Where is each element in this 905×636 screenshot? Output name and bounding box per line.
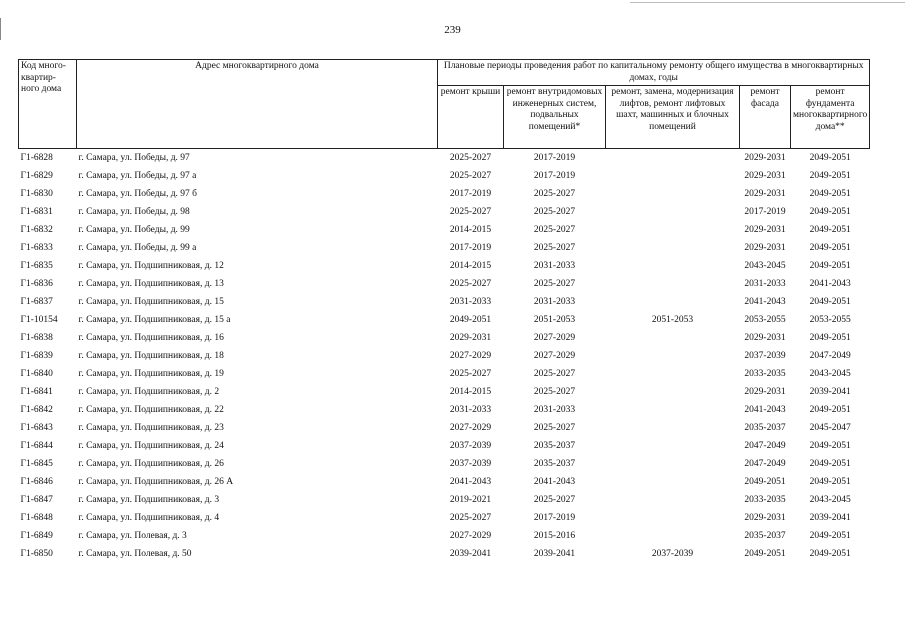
cell-foundation: 2049-2051 [809, 225, 851, 235]
cell-foundation: 2049-2051 [809, 477, 851, 487]
table-row [19, 401, 870, 419]
table-row [19, 239, 870, 257]
table-row [19, 329, 870, 347]
header-facade: ремонт фасада [740, 86, 791, 149]
header-code: Код много- квартир- ного дома [19, 60, 77, 149]
table-row [19, 311, 870, 329]
cell-systems: 2035-2037 [533, 459, 576, 469]
cell-foundation: 2049-2051 [809, 171, 851, 181]
table-row [19, 203, 870, 221]
cell-facade: 2041-2043 [744, 405, 786, 415]
cell-facade: 2029-2031 [744, 387, 786, 397]
cell-systems: 2031-2033 [533, 297, 576, 307]
cell-foundation: 2049-2051 [809, 405, 851, 415]
cell-lifts [606, 257, 740, 275]
cell-code: Г1-6846 [20, 477, 53, 487]
cell-lifts [606, 347, 740, 365]
header-roof: ремонт крыши [438, 86, 504, 149]
cell-roof: 2025-2027 [449, 171, 492, 181]
table-row [19, 473, 870, 491]
cell-address: г. Самара, ул. Победы, д. 97 б [78, 189, 197, 199]
cell-foundation: 2049-2051 [809, 333, 851, 343]
page-number: 239 [444, 24, 461, 36]
cell-address: г. Самара, ул. Полевая, д. 3 [78, 531, 187, 541]
cell-lifts [606, 365, 740, 383]
cell-lifts [606, 329, 740, 347]
table-row [19, 365, 870, 383]
cell-systems: 2031-2033 [533, 261, 576, 271]
cell-address: г. Самара, ул. Подшипниковая, д. 26 [78, 459, 224, 469]
cell-lifts: 2037-2039 [651, 549, 694, 559]
cell-foundation: 2049-2051 [809, 153, 851, 163]
cell-facade: 2047-2049 [744, 441, 786, 451]
cell-lifts [606, 419, 740, 437]
table-row [19, 545, 870, 563]
cell-systems: 2025-2027 [533, 189, 576, 199]
cell-facade: 2029-2031 [744, 333, 786, 343]
cell-roof: 2025-2027 [449, 513, 492, 523]
cell-facade: 2037-2039 [744, 351, 786, 361]
cell-facade: 2033-2035 [744, 495, 786, 505]
cell-systems: 2027-2029 [533, 351, 576, 361]
table-row [19, 293, 870, 311]
table-row [19, 383, 870, 401]
cell-roof: 2014-2015 [449, 387, 492, 397]
table-row [19, 347, 870, 365]
cell-address: г. Самара, ул. Подшипниковая, д. 2 [78, 387, 220, 397]
cell-code: Г1-6836 [20, 279, 53, 289]
cell-lifts [606, 401, 740, 419]
table-row [19, 275, 870, 293]
cell-roof: 2017-2019 [449, 189, 492, 199]
table-row [19, 257, 870, 275]
cell-address: г. Самара, ул. Подшипниковая, д. 18 [78, 351, 224, 361]
cell-address: г. Самара, ул. Победы, д. 97 а [78, 171, 197, 181]
cell-foundation: 2049-2051 [809, 189, 851, 199]
cell-foundation: 2049-2051 [809, 207, 851, 217]
cell-systems: 2051-2053 [533, 315, 576, 325]
cell-code: Г1-6832 [20, 225, 53, 235]
cell-facade: 2041-2043 [744, 297, 786, 307]
cell-code: Г1-6835 [20, 261, 53, 271]
cell-lifts [606, 275, 740, 293]
table-body [19, 149, 870, 564]
cell-address: г. Самара, ул. Подшипниковая, д. 24 [78, 441, 224, 451]
cell-code: Г1-6837 [20, 297, 53, 307]
cell-address: г. Самара, ул. Подшипниковая, д. 16 [78, 333, 224, 343]
cell-foundation: 2053-2055 [809, 315, 851, 325]
cell-facade: 2035-2037 [744, 423, 786, 433]
cell-facade: 2029-2031 [744, 243, 786, 253]
cell-code: Г1-6843 [20, 423, 53, 433]
cell-systems: 2025-2027 [533, 423, 576, 433]
cell-address: г. Самара, ул. Подшипниковая, д. 3 [78, 495, 220, 505]
cell-systems: 2025-2027 [533, 225, 576, 235]
cell-facade: 2029-2031 [744, 153, 786, 163]
cell-roof: 2027-2029 [449, 351, 492, 361]
cell-address: г. Самара, ул. Подшипниковая, д. 15 а [78, 315, 231, 325]
cell-facade: 2043-2045 [744, 261, 786, 271]
cell-roof: 2027-2029 [449, 531, 492, 541]
cell-code: Г1-6844 [20, 441, 53, 451]
cell-foundation: 2049-2051 [809, 243, 851, 253]
cell-lifts: 2051-2053 [651, 315, 694, 325]
header-address: Адрес многоквартирного дома [77, 60, 438, 149]
cell-systems: 2025-2027 [533, 207, 576, 217]
cell-lifts [606, 437, 740, 455]
header-foundation: ремонт фундамента многоквартирного дома** [791, 86, 870, 149]
cell-code: Г1-6841 [20, 387, 53, 397]
table-row [19, 149, 870, 168]
cell-address: г. Самара, ул. Подшипниковая, д. 23 [78, 423, 224, 433]
cell-address: г. Самара, ул. Победы, д. 99 а [78, 243, 197, 253]
cell-roof: 2019-2021 [449, 495, 492, 505]
cell-systems: 2025-2027 [533, 369, 576, 379]
cell-systems: 2027-2029 [533, 333, 576, 343]
cell-roof: 2031-2033 [449, 405, 492, 415]
cell-systems: 2015-2016 [533, 531, 576, 541]
cell-roof: 2029-2031 [449, 333, 492, 343]
cell-code: Г1-10154 [20, 315, 58, 325]
cell-lifts [606, 527, 740, 545]
table-row [19, 221, 870, 239]
cell-address: г. Самара, ул. Победы, д. 99 [78, 225, 190, 235]
cell-address: г. Самара, ул. Полевая, д. 50 [78, 549, 192, 559]
cell-foundation: 2039-2041 [809, 387, 851, 397]
cell-facade: 2029-2031 [744, 225, 786, 235]
table-row [19, 509, 870, 527]
cell-code: Г1-6831 [20, 207, 53, 217]
cell-foundation: 2045-2047 [809, 423, 851, 433]
cell-lifts [606, 149, 740, 168]
cell-lifts [606, 509, 740, 527]
cell-roof: 2037-2039 [449, 459, 492, 469]
table-row [19, 185, 870, 203]
cell-foundation: 2049-2051 [809, 531, 851, 541]
table-row [19, 419, 870, 437]
table-row [19, 527, 870, 545]
cell-systems: 2025-2027 [533, 243, 576, 253]
cell-facade: 2029-2031 [744, 513, 786, 523]
cell-systems: 2039-2041 [533, 549, 576, 559]
cell-lifts [606, 455, 740, 473]
cell-address: г. Самара, ул. Победы, д. 97 [78, 153, 190, 163]
cell-foundation: 2049-2051 [809, 441, 851, 451]
cell-systems: 2017-2019 [533, 513, 576, 523]
cell-systems: 2031-2033 [533, 405, 576, 415]
repair-schedule-table [18, 59, 870, 563]
cell-lifts [606, 185, 740, 203]
cell-code: Г1-6845 [20, 459, 53, 469]
cell-code: Г1-6840 [20, 369, 53, 379]
cell-foundation: 2043-2045 [809, 369, 851, 379]
cell-systems: 2025-2027 [533, 495, 576, 505]
cell-address: г. Самара, ул. Подшипниковая, д. 15 [78, 297, 224, 307]
cell-facade: 2053-2055 [744, 315, 786, 325]
table-row [19, 167, 870, 185]
cell-systems: 2041-2043 [533, 477, 576, 487]
cell-roof: 2014-2015 [449, 225, 492, 235]
cell-code: Г1-6848 [20, 513, 53, 523]
cell-roof: 2014-2015 [449, 261, 492, 271]
cell-roof: 2025-2027 [449, 153, 492, 163]
cell-lifts [606, 383, 740, 401]
cell-systems: 2025-2027 [533, 387, 576, 397]
cell-roof: 2027-2029 [449, 423, 492, 433]
table-row [19, 437, 870, 455]
cell-facade: 2033-2035 [744, 369, 786, 379]
cell-lifts [606, 473, 740, 491]
cell-address: г. Самара, ул. Подшипниковая, д. 22 [78, 405, 224, 415]
cell-systems: 2035-2037 [533, 441, 576, 451]
cell-lifts [606, 203, 740, 221]
cell-facade: 2049-2051 [744, 549, 786, 559]
cell-facade: 2049-2051 [744, 477, 786, 487]
cell-roof: 2049-2051 [449, 315, 492, 325]
scan-artifact-line [630, 2, 905, 3]
cell-roof: 2025-2027 [449, 279, 492, 289]
cell-roof: 2025-2027 [449, 207, 492, 217]
cell-lifts [606, 239, 740, 257]
cell-foundation: 2047-2049 [809, 351, 851, 361]
cell-address: г. Самара, ул. Подшипниковая, д. 12 [78, 261, 224, 271]
cell-roof: 2031-2033 [449, 297, 492, 307]
cell-code: Г1-6842 [20, 405, 53, 415]
cell-foundation: 2049-2051 [809, 459, 851, 469]
cell-code: Г1-6830 [20, 189, 53, 199]
cell-roof: 2017-2019 [449, 243, 492, 253]
cell-code: Г1-6850 [20, 549, 53, 559]
cell-systems: 2017-2019 [533, 171, 576, 181]
header-systems: ремонт внутридомовых инженерных систем, подвальных помещений* [504, 86, 606, 149]
cell-code: Г1-6833 [20, 243, 53, 253]
cell-lifts [606, 293, 740, 311]
cell-systems: 2025-2027 [533, 279, 576, 289]
cell-facade: 2035-2037 [744, 531, 786, 541]
cell-roof: 2037-2039 [449, 441, 492, 451]
cell-roof: 2039-2041 [449, 549, 492, 559]
cell-code: Г1-6838 [20, 333, 53, 343]
cell-foundation: 2049-2051 [809, 297, 851, 307]
cell-roof: 2025-2027 [449, 369, 492, 379]
header-periods: Плановые периоды проведения работ по капитальному ремонту общего имущества в многоквартирных домах, годы [438, 60, 870, 86]
cell-address: г. Самара, ул. Подшипниковая, д. 4 [78, 513, 220, 523]
cell-foundation: 2039-2041 [809, 513, 851, 523]
cell-code: Г1-6828 [20, 153, 53, 163]
cell-code: Г1-6849 [20, 531, 53, 541]
cell-address: г. Самара, ул. Подшипниковая, д. 19 [78, 369, 224, 379]
cell-roof: 2041-2043 [449, 477, 492, 487]
cell-foundation: 2041-2043 [809, 279, 851, 289]
cell-lifts [606, 221, 740, 239]
cell-facade: 2029-2031 [744, 189, 786, 199]
cell-foundation: 2049-2051 [809, 549, 851, 559]
cell-address: г. Самара, ул. Подшипниковая, д. 13 [78, 279, 224, 289]
cell-facade: 2017-2019 [744, 207, 786, 217]
cell-facade: 2029-2031 [744, 171, 786, 181]
cell-code: Г1-6829 [20, 171, 53, 181]
cell-facade: 2047-2049 [744, 459, 786, 469]
cell-foundation: 2049-2051 [809, 261, 851, 271]
header-lifts: ремонт, замена, модернизация лифтов, ремонт лифтовых шахт, машинных и блочных помещений [606, 86, 740, 149]
cell-address: г. Самара, ул. Победы, д. 98 [78, 207, 190, 217]
cell-lifts [606, 491, 740, 509]
header-row-top [19, 60, 870, 86]
cell-systems: 2017-2019 [533, 153, 576, 163]
cell-lifts [606, 167, 740, 185]
cell-foundation: 2043-2045 [809, 495, 851, 505]
cell-facade: 2031-2033 [744, 279, 786, 289]
cell-code: Г1-6839 [20, 351, 53, 361]
cell-address: г. Самара, ул. Подшипниковая, д. 26 А [78, 477, 234, 487]
table-row [19, 491, 870, 509]
table-row [19, 455, 870, 473]
cell-code: Г1-6847 [20, 495, 53, 505]
